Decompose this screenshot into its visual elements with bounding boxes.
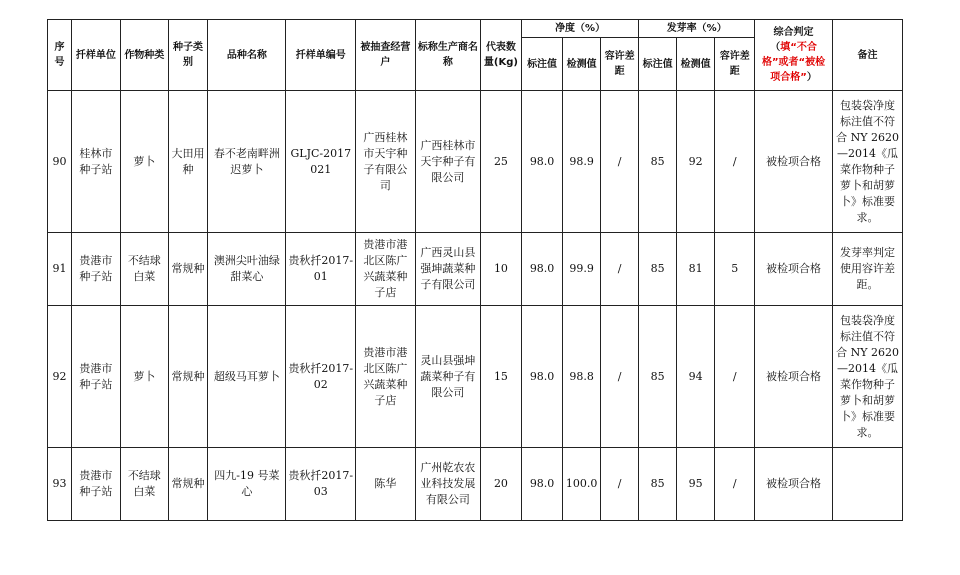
cell-variety: 四九-19 号菜心: [208, 448, 286, 521]
cell-producer: 广州乾农农业科技发展有限公司: [415, 448, 481, 521]
cell-purity-tolerance: /: [600, 91, 639, 233]
cell-operator: 贵港市港北区陈广兴蔬菜种子店: [356, 306, 415, 448]
cell-unit: 贵港市种子站: [71, 306, 120, 448]
cell-germ-tolerance: /: [715, 91, 755, 233]
header-judgement: [755, 20, 833, 91]
header-qty: 代表数量(Kg): [481, 20, 522, 91]
cell-sample-no: 贵秋扦2017-02: [286, 306, 356, 448]
cell-crop: 不结球白菜: [120, 233, 168, 306]
cell-judgement: 被检项合格: [755, 233, 833, 306]
cell-sample-no: GLJC-2017021: [286, 91, 356, 233]
cell-crop: 不结球白菜: [120, 448, 168, 521]
cell-remark: [833, 448, 903, 521]
header-purity-labeled: 标注值: [521, 38, 563, 91]
cell-germ-tested: 81: [676, 233, 715, 306]
header-remark: 备注: [833, 20, 903, 91]
cell-operator: 陈华: [356, 448, 415, 521]
header-germination: 发芽率（%）: [639, 20, 755, 38]
header-germ-labeled: 标注值: [639, 38, 676, 91]
header-variety: 品种名称: [208, 20, 286, 91]
cell-purity-labeled: 98.0: [521, 448, 563, 521]
cell-variety: 澳洲尖叶油绿甜菜心: [208, 233, 286, 306]
table-row: [48, 233, 903, 306]
header-seed-type: 种子类别: [168, 20, 208, 91]
header-judgement-suffix: ）: [806, 72, 817, 83]
cell-purity-tolerance: /: [600, 233, 639, 306]
header-germ-tested: 检测值: [676, 38, 715, 91]
cell-unit: 贵港市种子站: [71, 233, 120, 306]
header-operator: 被抽查经营户: [356, 20, 415, 91]
cell-seq: 92: [48, 306, 72, 448]
header-purity: 净度（%）: [521, 20, 639, 38]
table-row: [48, 306, 903, 448]
cell-judgement: 被检项合格: [755, 306, 833, 448]
cell-purity-tested: 99.9: [563, 233, 600, 306]
cell-seq: 91: [48, 233, 72, 306]
cell-seed-type: 大田用种: [168, 91, 208, 233]
cell-remark: 包装袋净度标注值不符合 NY 2620—2014《瓜菜作物种子萝卜和胡萝卜》标准要求。: [833, 306, 903, 448]
cell-germ-tolerance: /: [715, 448, 755, 521]
cell-purity-tested: 98.9: [563, 91, 600, 233]
cell-seed-type: 常规种: [168, 306, 208, 448]
cell-remark: 发芽率判定使用容许差距。: [833, 233, 903, 306]
header-purity-tolerance: 容许差距: [600, 38, 639, 91]
header-producer: 标称生产商名称: [415, 20, 481, 91]
header-purity-tested: 检测值: [563, 38, 600, 91]
table-row: [48, 91, 903, 233]
cell-producer: 灵山县强坤蔬菜种子有限公司: [415, 306, 481, 448]
cell-germ-tested: 92: [676, 91, 715, 233]
cell-germ-labeled: 85: [639, 91, 676, 233]
cell-purity-tested: 98.8: [563, 306, 600, 448]
seed-inspection-table: [47, 19, 903, 521]
cell-qty: 10: [481, 233, 522, 306]
cell-seq: 93: [48, 448, 72, 521]
header-seq: 序号: [48, 20, 72, 91]
cell-germ-tested: 95: [676, 448, 715, 521]
header-sample-no: 扦样单编号: [286, 20, 356, 91]
cell-purity-tolerance: /: [600, 306, 639, 448]
cell-germ-tolerance: /: [715, 306, 755, 448]
cell-germ-labeled: 85: [639, 233, 676, 306]
header-judgement-red: 填“不合格”或者“被检项合格”: [761, 42, 826, 83]
cell-seq: 90: [48, 91, 72, 233]
cell-operator: 广西桂林市天宇种子有限公司: [356, 91, 415, 233]
cell-unit: 桂林市种子站: [71, 91, 120, 233]
cell-germ-tolerance: 5: [715, 233, 755, 306]
header-crop: 作物种类: [120, 20, 168, 91]
cell-producer: 广西灵山县强坤蔬菜种子有限公司: [415, 233, 481, 306]
header-row-1: [48, 20, 903, 38]
cell-purity-labeled: 98.0: [521, 233, 563, 306]
cell-operator: 贵港市港北区陈广兴蔬菜种子店: [356, 233, 415, 306]
cell-sample-no: 贵秋扦2017-01: [286, 233, 356, 306]
cell-sample-no: 贵秋扦2017-03: [286, 448, 356, 521]
cell-producer: 广西桂林市天宇种子有限公司: [415, 91, 481, 233]
cell-qty: 25: [481, 91, 522, 233]
cell-qty: 20: [481, 448, 522, 521]
cell-crop: 萝卜: [120, 91, 168, 233]
cell-judgement: 被检项合格: [755, 448, 833, 521]
cell-seed-type: 常规种: [168, 448, 208, 521]
cell-germ-labeled: 85: [639, 306, 676, 448]
cell-purity-labeled: 98.0: [521, 306, 563, 448]
cell-germ-labeled: 85: [639, 448, 676, 521]
cell-purity-tolerance: /: [600, 448, 639, 521]
cell-judgement: 被检项合格: [755, 91, 833, 233]
cell-purity-tested: 100.0: [563, 448, 600, 521]
cell-crop: 萝卜: [120, 306, 168, 448]
cell-qty: 15: [481, 306, 522, 448]
header-germ-tolerance: 容许差距: [715, 38, 755, 91]
cell-unit: 贵港市种子站: [71, 448, 120, 521]
cell-remark: 包装袋净度标注值不符合 NY 2620—2014《瓜菜作物种子萝卜和胡萝卜》标准要求。: [833, 91, 903, 233]
header-unit: 扦样单位: [71, 20, 120, 91]
header-judgement-prefix: 综合判定（: [770, 27, 814, 53]
cell-seed-type: 常规种: [168, 233, 208, 306]
cell-variety: 超级马耳萝卜: [208, 306, 286, 448]
cell-germ-tested: 94: [676, 306, 715, 448]
cell-purity-labeled: 98.0: [521, 91, 563, 233]
cell-variety: 春不老南畔洲迟萝卜: [208, 91, 286, 233]
table-row: [48, 448, 903, 521]
